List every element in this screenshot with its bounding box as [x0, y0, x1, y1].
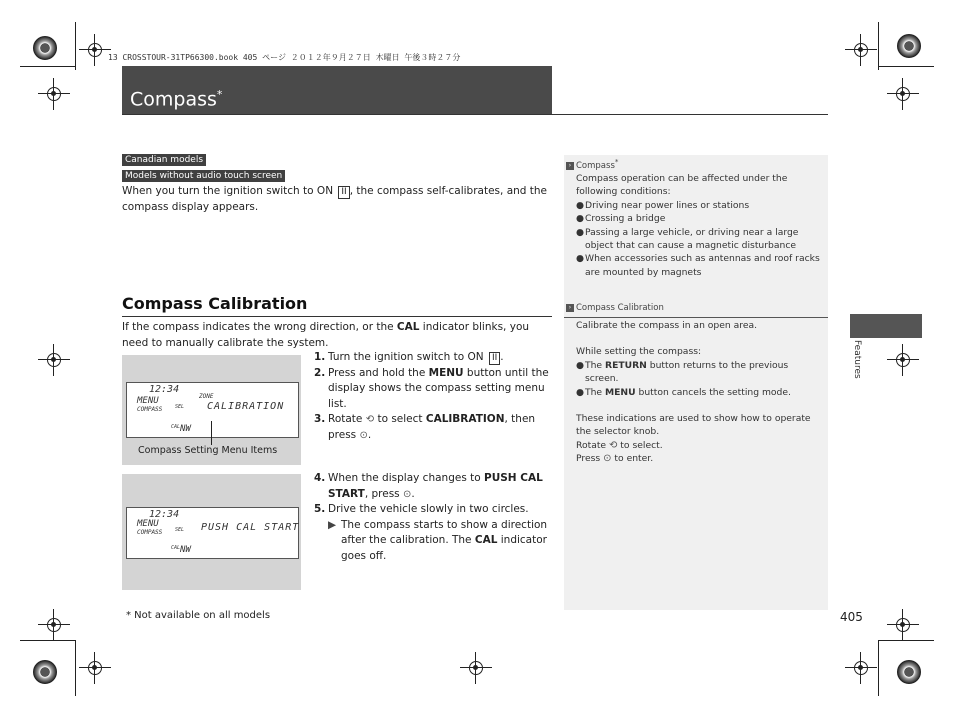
printer-slug: 13 CROSSTOUR-31TP66300.book 405 ページ ２０１２年９月２７日 木曜日 午後３時２７分	[108, 53, 461, 62]
lcd-menu: MENU	[137, 396, 159, 406]
trim-line	[20, 640, 76, 641]
chapter-tab-label: Features	[852, 340, 862, 379]
callout-line	[211, 421, 212, 445]
reference-arrow-icon: ›	[566, 162, 574, 170]
step-1: 1. Turn the ignition switch to ON II .	[314, 351, 504, 363]
chapter-tab[interactable]	[850, 314, 922, 338]
tag-models-without-touch: Models without audio touch screen	[122, 170, 285, 182]
ignition-on-icon: II	[338, 186, 349, 199]
footnote: * Not available on all models	[126, 610, 271, 621]
section-text: If the compass indicates the wrong direction, or the CAL indicator blinks, you need to manually calibrate the system.	[122, 321, 530, 349]
lcd-display	[126, 382, 299, 438]
list-item: ● Passing a large vehicle, or driving near a large object that can cause a magnetic disturbance	[576, 226, 799, 252]
side-notes-calibration: Calibrate the compass in an open area. While setting the compass: ● The RETURN button returns to the previous screen. ● The MENU button cancels the setting mode. These indications are used to show how to operate the selector knob. Rotate ⟲ to select. Press ⊙ to enter.	[576, 319, 824, 466]
step-2: 2. Press and hold the MENU button until the display shows the compass setting menu list.	[314, 366, 549, 410]
step-3: 3. Rotate ⟲ to select CALIBRATION, then press ⊙.	[314, 412, 552, 443]
ignition-on-icon: II	[489, 352, 500, 365]
color-target	[897, 660, 921, 684]
intro-text: When you turn the ignition switch to ON II , the compass self-calibrates, and the compass display appears.	[122, 185, 548, 213]
registration-mark	[851, 658, 871, 678]
press-knob-icon: ⊙	[603, 453, 612, 465]
registration-mark	[44, 84, 64, 104]
lcd-menu: MENU	[137, 519, 159, 529]
press-knob-icon: ⊙	[359, 429, 368, 441]
color-target	[897, 34, 921, 58]
trim-line	[878, 66, 934, 67]
lcd-cal: CAL	[171, 545, 181, 551]
lcd-main: CALIBRATION	[207, 401, 285, 412]
registration-mark	[466, 658, 486, 678]
step-4: 4. When the display changes to PUSH CAL START, press ⊙.	[314, 471, 552, 502]
title-bar	[122, 66, 552, 114]
figure-push-cal-start	[122, 474, 301, 590]
step-5: 5. Drive the vehicle slowly in two circles.	[314, 503, 529, 515]
steps-group-1	[314, 350, 552, 443]
registration-mark	[893, 84, 913, 104]
list-item: ● Crossing a bridge	[576, 213, 666, 225]
reference-arrow-icon: ›	[566, 304, 574, 312]
trim-line	[878, 22, 879, 70]
title-rule	[122, 114, 828, 115]
trim-line	[20, 66, 76, 67]
section-heading: Compass Calibration	[122, 294, 308, 313]
registration-mark	[893, 350, 913, 370]
side-heading-compass: › Compass*	[566, 157, 618, 171]
list-item: ● Driving near power lines or stations	[576, 199, 750, 211]
trim-line	[878, 640, 879, 696]
color-target	[33, 660, 57, 684]
registration-mark	[85, 40, 105, 60]
list-item: ● The MENU button cancels the setting mode.	[576, 386, 791, 398]
lcd-direction: NW	[180, 424, 191, 434]
trim-line	[878, 640, 934, 641]
page-title: Compass*	[130, 88, 223, 111]
steps-group-2	[314, 471, 552, 564]
press-knob-icon: ⊙	[402, 488, 412, 500]
registration-mark	[44, 615, 64, 635]
title-asterisk: *	[216, 88, 223, 101]
lcd-compass: COMPASS	[137, 406, 163, 413]
rotate-knob-icon: ⟲	[365, 414, 375, 425]
trim-line	[75, 640, 76, 696]
lcd-time: 12:34	[149, 509, 180, 520]
result-arrow-icon: ▶	[328, 518, 337, 531]
list-item: ● The RETURN button returns to the previous screen.	[576, 359, 789, 385]
lcd-sel: SEL	[175, 527, 185, 533]
registration-mark	[851, 40, 871, 60]
lcd-display	[126, 507, 299, 559]
registration-mark	[85, 658, 105, 678]
tag-canadian-models: Canadian models	[122, 154, 206, 166]
trim-line	[75, 22, 76, 70]
section-rule	[122, 316, 552, 317]
color-target	[33, 36, 57, 60]
side-notes-compass: Compass operation can be affected under the following conditions: ● Driving near power lines or stations ● Crossing a bridge ● Passing a large vehicle, or driving near a large object that can cause a magnetic disturbance ● When accessories such as antennas and roof racks are mounted by magnets	[576, 172, 824, 279]
side-rule	[564, 317, 828, 318]
lcd-zone: ZONE	[199, 393, 214, 400]
registration-mark	[44, 350, 64, 370]
figure-compass-menu	[122, 355, 301, 465]
list-item: ● When accessories such as antennas and roof racks are mounted by magnets	[576, 253, 820, 278]
lcd-cal: CAL	[171, 424, 181, 430]
lcd-time: 12:34	[149, 384, 180, 395]
side-heading-calibration: › Compass Calibration	[566, 303, 664, 313]
lcd-main: PUSH CAL START	[201, 522, 300, 533]
lcd-sel: SEL	[175, 404, 185, 410]
page-number: 405	[840, 610, 863, 624]
lcd-compass: COMPASS	[137, 529, 163, 536]
figure-caption: Compass Setting Menu Items	[138, 445, 278, 456]
lcd-direction: NW	[180, 545, 191, 555]
registration-mark	[893, 615, 913, 635]
step-5-result: ▶ The compass starts to show a direction after the calibration. The CAL indicator goes off.	[314, 518, 552, 565]
rotate-knob-icon: ⟲	[609, 439, 618, 451]
